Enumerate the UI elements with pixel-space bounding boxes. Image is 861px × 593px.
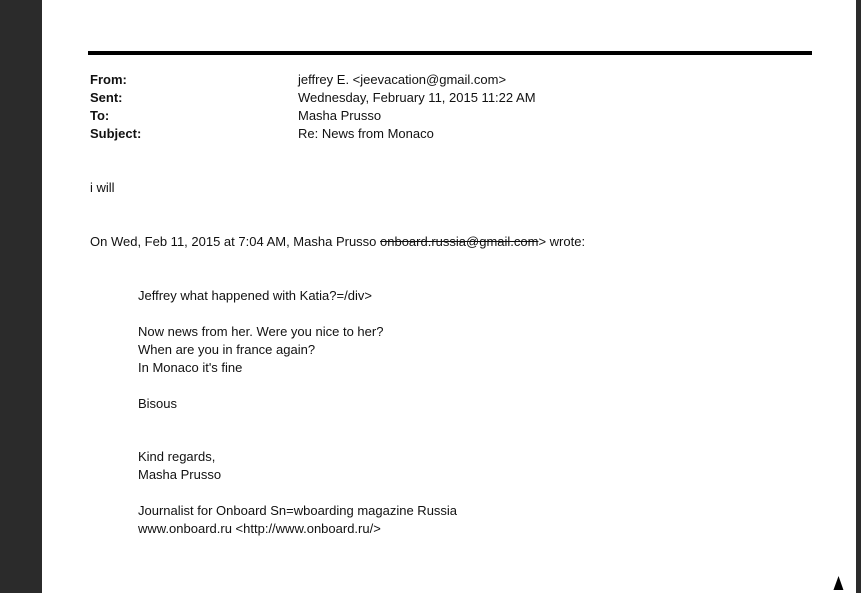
to-value: Masha Prusso: [298, 108, 382, 123]
redacted-email: onboard.russia@gmail.com: [380, 234, 539, 249]
quoted-line: Bisous: [138, 396, 178, 411]
from-value: jeffrey E. <jeevacation@gmail.com>: [298, 72, 507, 87]
quoted-line: In Monaco it's fine: [138, 360, 243, 375]
quote-intro: [90, 234, 585, 249]
header-rule: [88, 51, 812, 55]
quoted-line: Jeffrey what happened with Katia?=/div>: [138, 288, 372, 303]
quoted-line: Masha Prusso: [138, 467, 222, 482]
subject-label: Subject:: [90, 126, 142, 141]
from-label: From:: [90, 72, 127, 87]
quoted-line: Now news from her. Were you nice to her?: [138, 324, 384, 339]
quoted-line: Journalist for Onboard Sn=wboarding magazine Russia: [138, 503, 458, 518]
to-label: To:: [90, 108, 110, 123]
sent-value: Wednesday, February 11, 2015 11:22 AM: [298, 90, 536, 105]
subject-value: Re: News from Monaco: [298, 126, 434, 141]
quoted-line: Kind regards,: [138, 449, 216, 464]
sent-label: Sent:: [90, 90, 123, 105]
quote-intro-start: On Wed, Feb 11, 2015 at 7:04 AM, Masha Prusso: [90, 234, 381, 249]
reply-text: i will: [90, 180, 115, 195]
left-dark-margin: [0, 0, 42, 593]
quote-intro-end: > wrote:: [538, 234, 586, 249]
quoted-line: www.onboard.ru <http://www.onboard.ru/>: [138, 521, 381, 536]
right-dark-margin: [856, 0, 861, 593]
quoted-line: When are you in france again?: [138, 342, 316, 357]
